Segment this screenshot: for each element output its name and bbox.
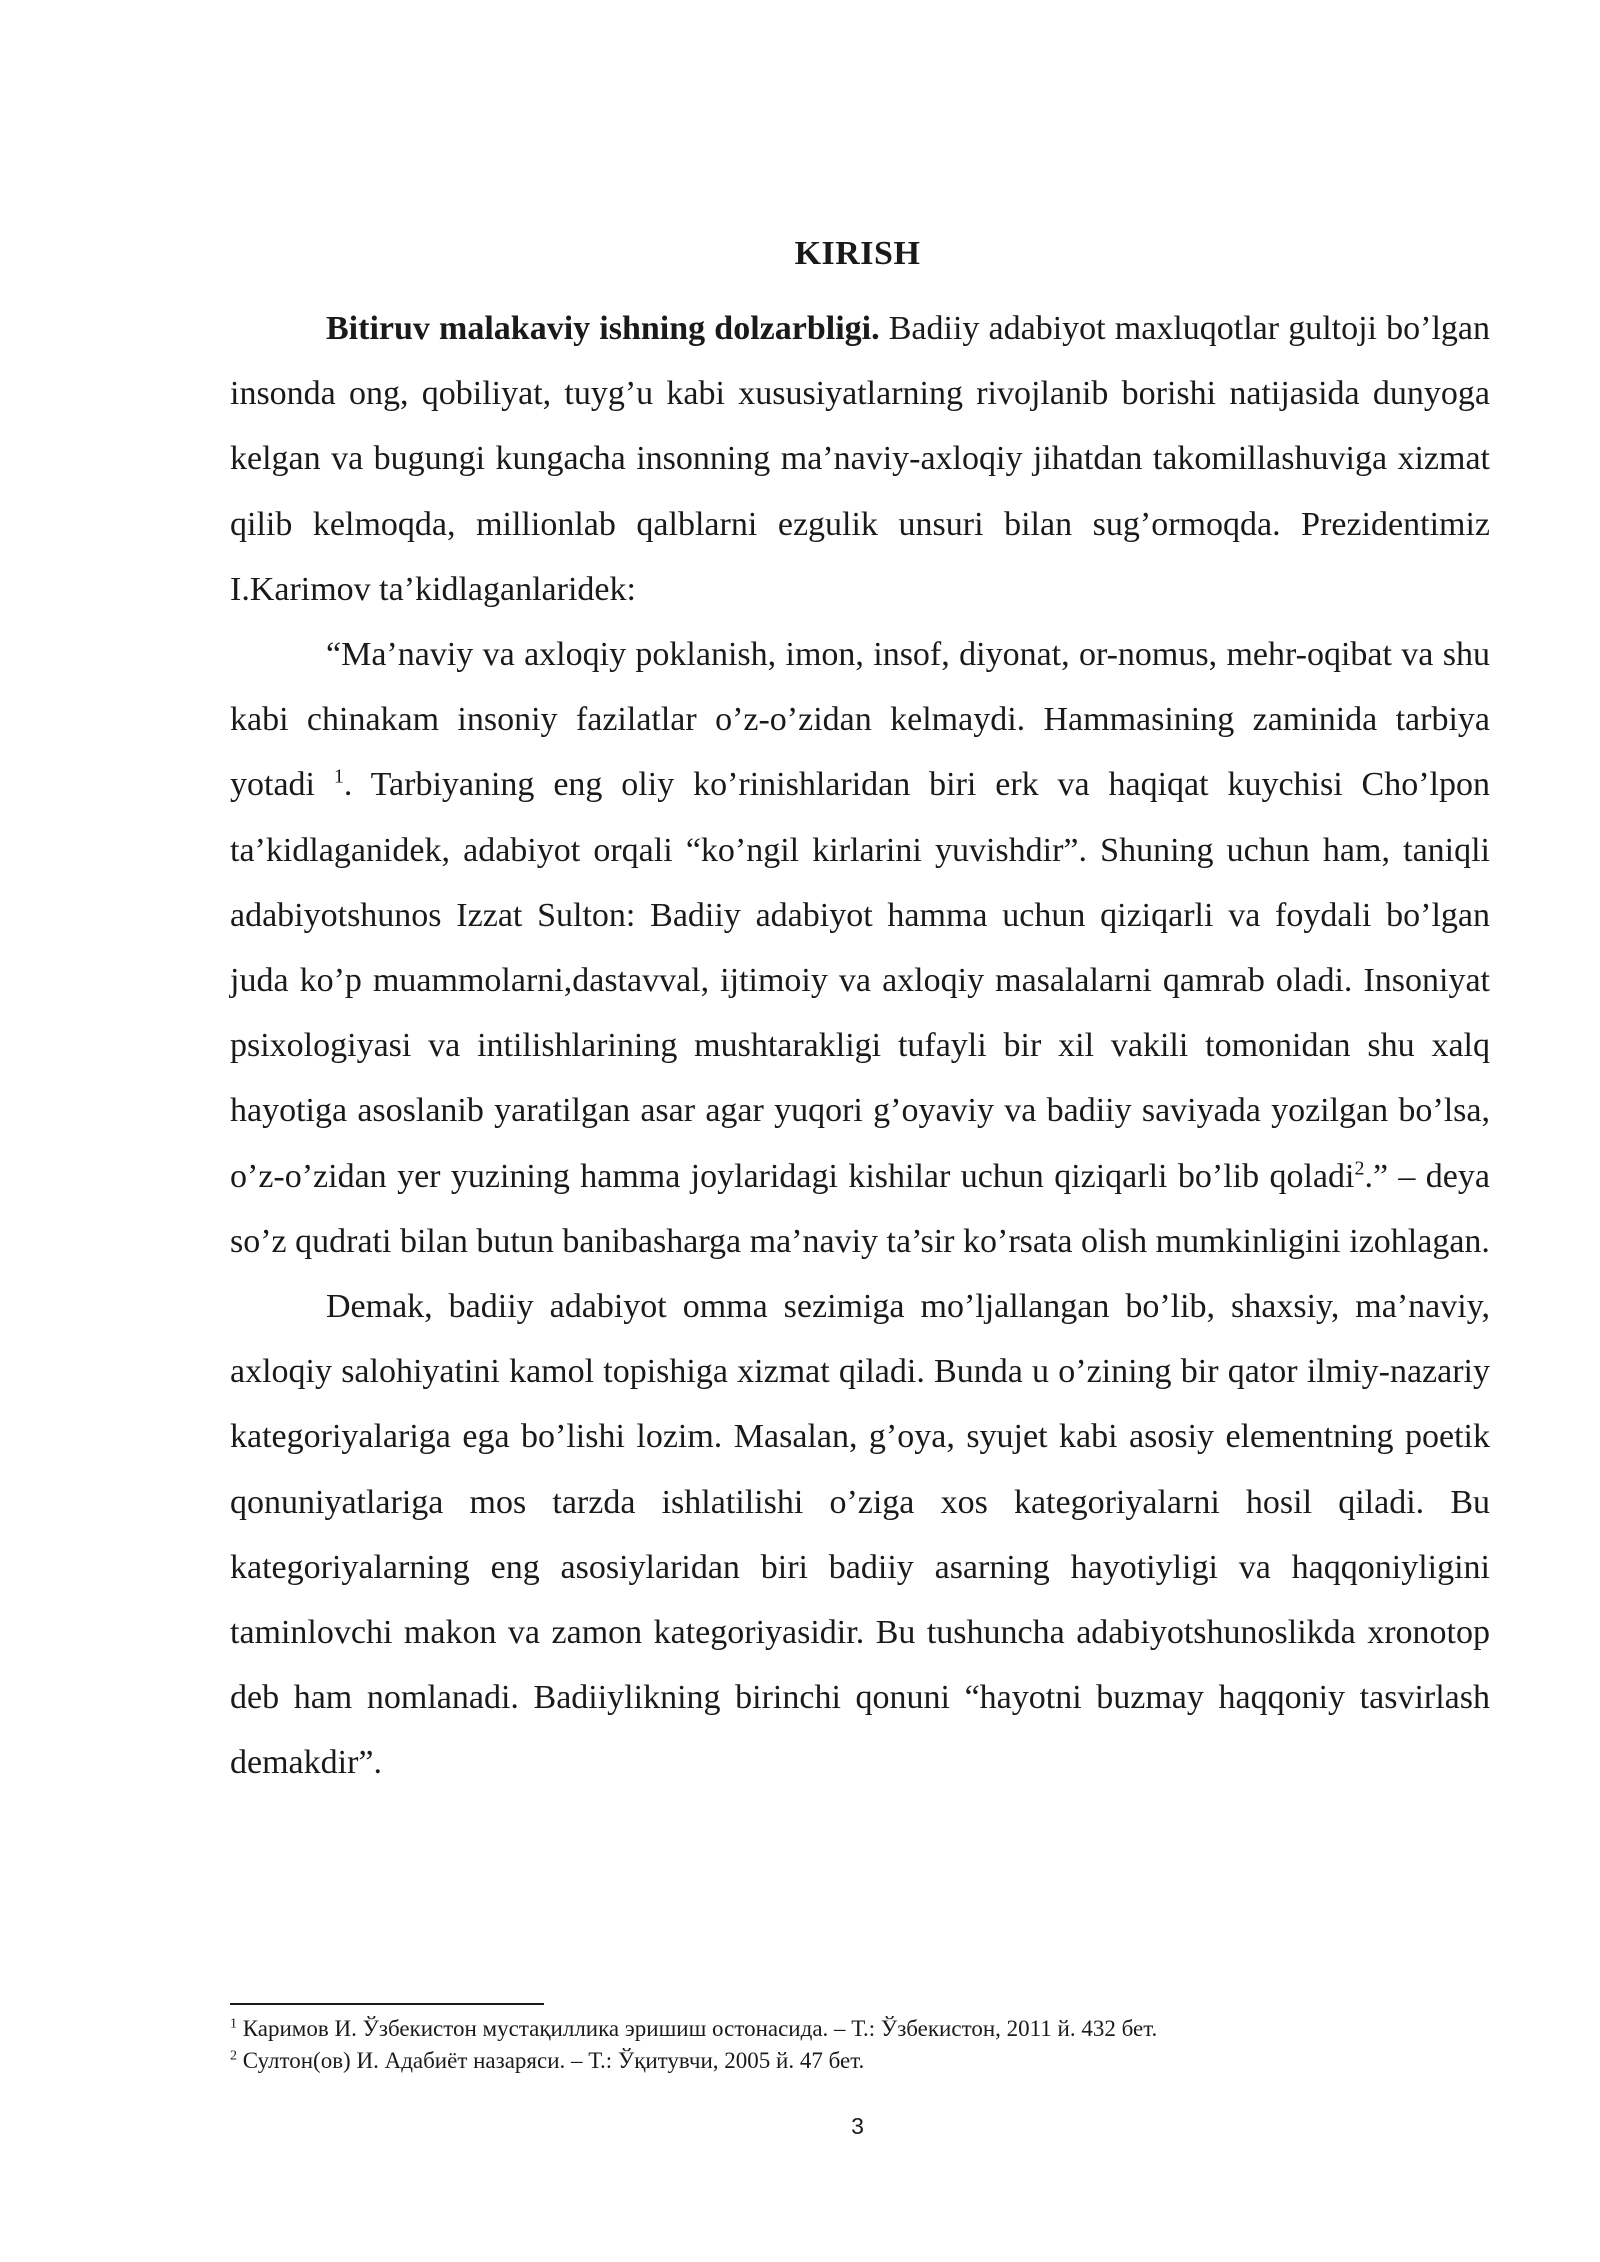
footnote-marker: 1 [230,2016,237,2032]
footnote-item [230,2013,1490,2045]
page-title: KIRISH [794,235,921,272]
paragraph-quote [230,622,1490,1274]
body-text [230,296,1490,1796]
page-number: 3 [851,2113,864,2139]
footnote-separator [230,2003,544,2005]
footnote-marker: 2 [230,2048,237,2064]
footnote-text: Каримов И. Ўзбекистон мустақиллика эришиш остонасида. – Т.: Ўзбекистон, 2011 й. 432 бет. [237,2016,1158,2041]
paragraph-relevance [230,296,1490,622]
paragraph-text: “Ma’naviy va axloqiy poklanish, imon, insof, diyonat, or-nomus, mehr-oqibat va shu kabi chinakam insoniy fazilatlar o’z-o’zidan kelmaydi. Hammasining zaminida tarbiya yotadi [230,636,1490,804]
footnote-text: Султон(ов) И. Адабиёт назаряси. – Т.: Ўқитувчи, 2005 й. 47 бет. [237,2048,865,2073]
footnote-reference: 1 [333,766,344,789]
paragraph-text: Badiiy adabiyot maxluqotlar gultoji bo’lgan insonda ong, qobiliyat, tuyg’u kabi xususiyatlarning rivojlanib borishi natijasida dunyoga kelgan va bugungi kungacha insonning ma’naviy-axloqiy jihatdan takomillashuviga xizmat qilib kelmoqda, millionlab qalblarni ezgulik unsuri bilan sug’ormoqda. Prezidentimiz I.Karimov ta’kidlaganlaridek: [230,310,1490,608]
footnote-reference: 2 [1354,1157,1365,1180]
paragraph-text: .” – deya so’z qudrati bilan butun banibasharga ma’naviy ta’sir ko’rsata olish mumkinligini izohlagan. [230,1157,1490,1260]
footnotes [230,2013,1490,2077]
paragraph-categories [230,1274,1490,1796]
section-lead-heading: Bitiruv malakaviy ishning dolzarbligi. [326,310,880,347]
footnote-item [230,2045,1490,2077]
paragraph-text: Demak, badiiy adabiyot omma sezimiga mo’ljallangan bo’lib, shaxsiy, ma’naviy, axloqiy salohiyatini kamol topishiga xizmat qiladi. Bunda u o’zining bir qator ilmiy-nazariy kategoriyalariga ega bo’lishi lozim. Masalan, g’oya, syujet kabi asosiy elementning poetik qonuniyatlariga mos tarzda ishlatilishi o’ziga xos kategoriyalarni hosil qiladi. Bu kategoriyalarning eng asosiylaridan biri badiiy asarning hayotiyligi va haqqoniyligini taminlovchi makon va zamon kategoriyasidir. Bu tushuncha adabiyotshunoslikda xronotop deb ham nomlanadi. Badiiylikning birinchi qonuni “hayotni buzmay haqqoniy tasvirlash demakdir”. [230,1288,1490,1782]
paragraph-text: . Tarbiyaning eng oliy ko’rinishlaridan biri erk va haqiqat kuychisi Cho’lpon ta’kidlaganidek, adabiyot orqali “ko’ngil kirlarini yuvishdir”. Shuning uchun ham, taniqli adabiyotshunos Izzat Sulton: Badiiy adabiyot hamma uchun qiziqarli va foydali bo’lgan juda ko’p muammolarni,dastavval, ijtimoiy va axloqiy masalalarni qamrab oladi. Insoniyat psixologiyasi va intilishlarining mushtarakligi tufayli bir xil vakili tomonidan shu xalq hayotiga asoslanib yaratilgan asar agar yuqori g’oyaviy va badiiy saviyada yozilgan bo’lsa, o’z-o’zidan yer yuzining hamma joylaridagi kishilar uchun qiziqarli bo’lib qoladi [230,766,1491,1195]
